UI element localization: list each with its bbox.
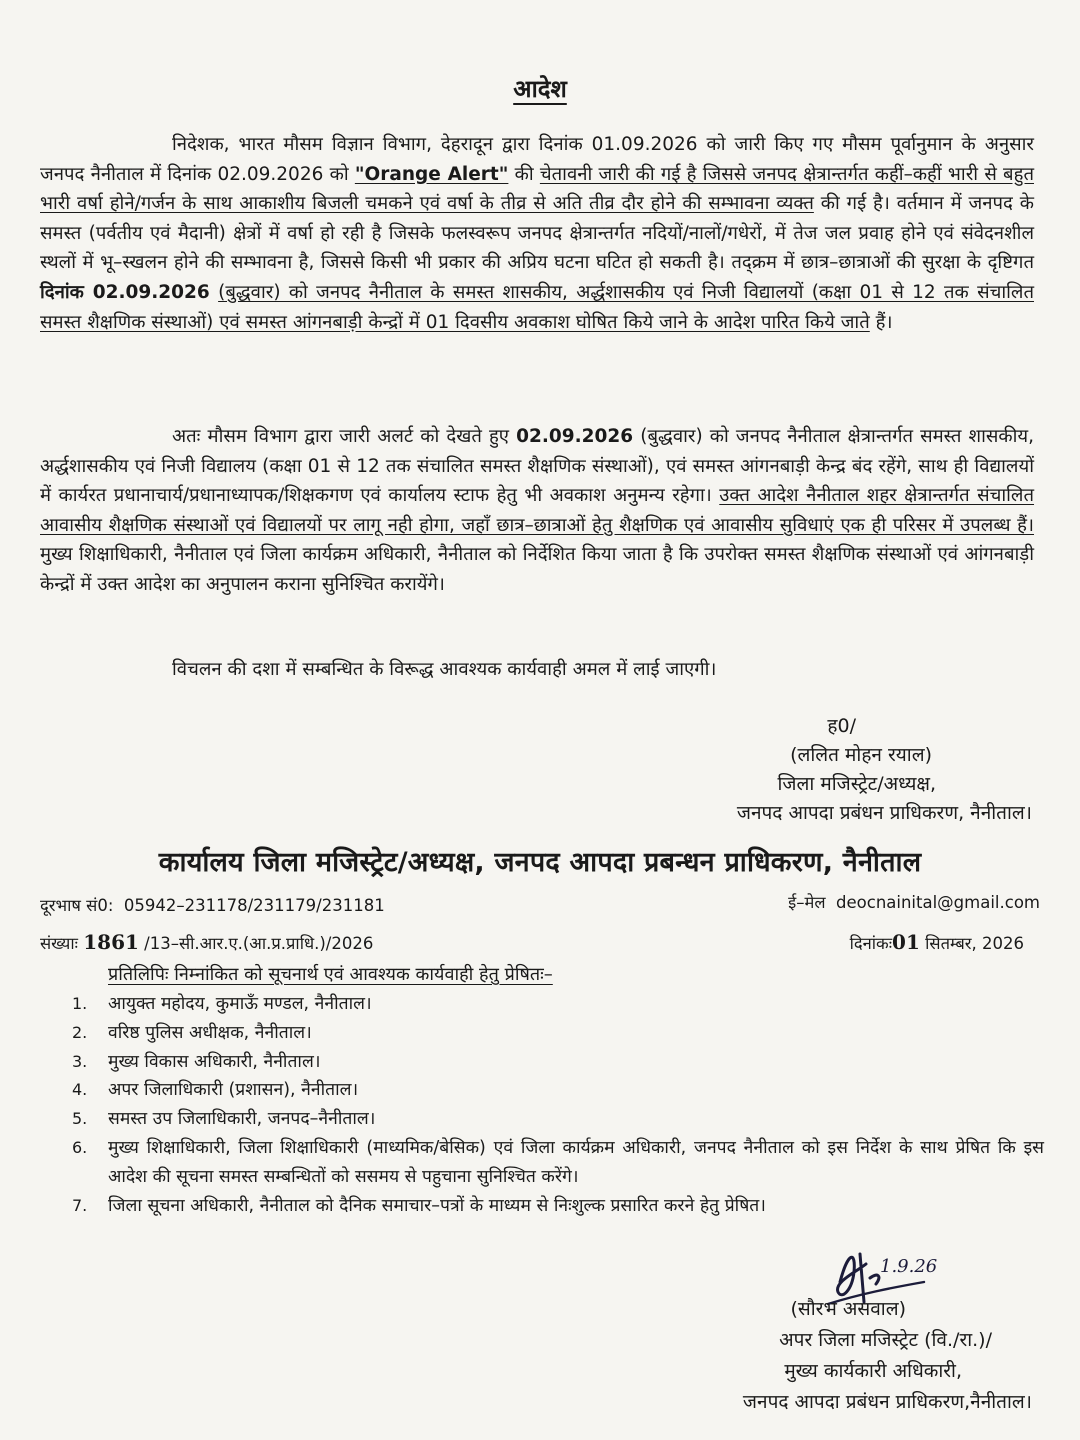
- list-item: 3. मुख्य विकास अधिकारी, नैनीताल।: [72, 1051, 321, 1072]
- list-item: 7. जिला सूचना अधिकारी, नैनीताल को दैनिक समाचार–पत्रों के माध्यम से निःशुल्क प्रसारित करने हेतु प्रेषित।: [72, 1195, 766, 1216]
- weather-warning-text: चेतावनी जारी की गई है जिससे जनपद क्षेत्रान्तर्गत कहीं–कहीं भारी से बहुत भारी वर्षा होने/गर्जन के साथ आकाशीय बिजली चमकने एवं वर्षा के तीव्र से अति तीव्र दौर होने की सम्भावना व्यक्त: [40, 163, 1034, 215]
- list-item: 2. वरिष्ठ पुलिस अधीक्षक, नैनीताल।: [72, 1022, 312, 1043]
- list-item: 4. अपर जिलाधिकारी (प्रशासन), नैनीताल।: [72, 1080, 359, 1101]
- signed-mark: ह0/: [827, 715, 856, 737]
- order-paragraph-2: अतः मौसम विभाग द्वारा जारी अलर्ट को देखते हुए 02.09.2026 (बुद्धवार) को जनपद नैनीताल क्षेत्रान्तर्गत समस्त शासकीय, अर्द्धशासकीय एवं निजी विद्यालय (कक्षा 01 से 12 तक संचालित समस्त शैक्षणिक संस्थाओं), एवं समस्त आंगनबाड़ी केन्द्र बंद रहेंगे, साथ ही विद्यालयों में कार्यरत प्रधानाचार्य/प्रधानाध्यापक/शिक्षकगण एवं कार्यालय स्टाफ हेतु भी अवकाश अनुमन्य रहेगा। उक्त आदेश नैनीताल शहर क्षेत्रान्तर्गत संचालित आवासीय शैक्षणिक संस्थाओं एवं विद्यालयों पर लागू नही होगा, जहाँ छात्र–छात्राओं हेतु शैक्षणिक एवं आवासीय सुविधाएं एक ही परिसर में उपलब्ध हैं। मुख्य शिक्षाधिकारी, नैनीताल एवं जिला कार्यक्रम अधिकारी, नैनीताल को निर्देशित किया जाता है कि उपरोक्त समस्त शैक्षणिक संस्थाओं एवं आंगनबाड़ी केन्द्रों में उक्त आदेश का अनुपालन कराना सुनिश्चित करायेंगे।: [40, 426, 1035, 595]
- list-item: 1. आयुक्त महोदय, कुमाऊँ मण्डल, नैनीताल।: [72, 994, 372, 1014]
- signature-date: 1.9.26: [880, 1256, 938, 1277]
- exception-clause: उक्त आदेश नैनीताल शहर क्षेत्रान्तर्गत संचालित आवासीय शैक्षणिक संस्थाओं एवं विद्यालयों पर लागू नही होगा, जहाँ छात्र–छात्राओं हेतु शैक्षणिक एवं आवासीय सुविधाएं एक ही परिसर में उपलब्ध हैं।: [40, 485, 1035, 536]
- signatory-name: (सौरभ असवाल): [790, 1298, 906, 1320]
- signatory-authority: जनपद आपदा प्रबंधन प्राधिकरण,नैनीताल।: [742, 1391, 1032, 1413]
- reference-number: संख्याः 1861 /13–सी.आर.ए.(आ.प्र.प्राधि.)/2026: [40, 930, 374, 954]
- copy-to-heading: प्रतिलिपिः निम्नांकित को सूचनार्थ एवं आवश्यक कार्यवाही हेतु प्रेषितः–: [108, 964, 553, 985]
- office-email: ई–मेल deocnainital@gmail.com: [788, 893, 1040, 912]
- office-heading: कार्यालय जिला मजिस्ट्रेट/अध्यक्ष, जनपद आपदा प्रबन्धन प्राधिकरण, नैनीताल: [158, 847, 922, 878]
- signatory-name: (ललित मोहन रयाल): [790, 744, 932, 766]
- signatory-block-dm: [737, 712, 1032, 828]
- signatory-designation: जिला मजिस्ट्रेट/अध्यक्ष,: [777, 773, 936, 795]
- signatory-block-adm: [743, 1294, 1032, 1418]
- closure-date: 02.09.2026: [516, 426, 634, 447]
- orange-alert-label: "Orange Alert": [354, 163, 509, 185]
- order-paragraph-1: निदेशक, भारत मौसम विज्ञान विभाग, देहरादून द्वारा दिनांक 01.09.2026 को जारी किए गए मौसम पूर्वानुमान के अनुसार जनपद नैनीताल में दिनांक 02.09.2026 को "Orange Alert" की चेतावनी जारी की गई है जिससे जनपद क्षेत्रान्तर्गत कहीं–कहीं भारी से बहुत भारी वर्षा होने/गर्जन के साथ आकाशीय बिजली चमकने एवं वर्षा के तीव्र से अति तीव्र दौर होने की सम्भावना व्यक्त की गई है। वर्तमान में जनपद के समस्त (पर्वतीय एवं मैदानी) क्षेत्रों में वर्षा हो रही है जिसके फलस्वरूप जनपद क्षेत्रान्तर्गत नदियों/नालों/गधेरों, में तेज जल प्रवाह होने एवं संवेदनशील स्थलों में भू–स्खलन होने की सम्भावना है, जिससे किसी भी प्रकार की अप्रिय घटना घटित हो सकती है। तद्क्रम में छात्र–छात्राओं की सुरक्षा के दृष्टिगत दिनांक 02.09.2026 (बुद्धवार) को जनपद नैनीताल के समस्त शासकीय, अर्द्धशासकीय एवं निजी विद्यालयों (कक्षा 01 से 12 तक संचालित समस्त शैक्षणिक संस्थाओं) एवं समस्त आंगनबाड़ी केन्द्रों में 01 दिवसीय अवकाश घोषित किये जाने के आदेश पारित किये जाते हैं।: [40, 134, 1034, 333]
- issue-date: दिनांकः01 सितम्बर, 2026: [849, 930, 1024, 954]
- handwritten-day: 01: [892, 930, 920, 954]
- handwritten-ref-number: 1861: [83, 930, 139, 954]
- signatory-role: मुख्य कार्यकारी अधिकारी,: [784, 1360, 962, 1382]
- order-title: आदेश: [513, 75, 567, 103]
- order-paragraph-3: विचलन की दशा में सम्बन्धित के विरूद्ध आवश्यक कार्यवाही अमल में लाई जाएगी।: [172, 659, 717, 680]
- signatory-authority: जनपद आपदा प्रबंधन प्राधिकरण, नैनीताल।: [736, 802, 1032, 824]
- email-link[interactable]: deocnainital@gmail.com: [836, 893, 1040, 912]
- holiday-decision-text: (बुद्धवार) को जनपद नैनीताल के समस्त शासकीय, अर्द्धशासकीय एवं निजी विद्यालयों (कक्षा 01 से 12 तक संचालित समस्त शैक्षणिक संस्थाओं) एवं समस्त आंगनबाड़ी केन्द्रों में 01 दिवसीय अवकाश घोषित किये जाने के आदेश पारित किये जाते: [40, 281, 1034, 333]
- holiday-date: दिनांक 02.09.2026: [40, 281, 210, 303]
- copy-to-list: [72, 990, 1044, 1220]
- office-phone: दूरभाष सं0: 05942–231178/231179/231181: [40, 896, 385, 915]
- list-item: 5. समस्त उप जिलाधिकारी, जनपद–नैनीताल।: [72, 1109, 376, 1130]
- list-item: 6. मुख्य शिक्षाधिकारी, जिला शिक्षाधिकारी (माध्यमिक/बेसिक) एवं जिला कार्यक्रम अधिकारी, जनपद नैनीताल को इस निर्देश के साथ प्रेषित कि इस आदेश की सूचना समस्त सम्बन्धितों को ससमय से पहुचाना सुनिश्चित करेंगे।: [72, 1137, 1044, 1187]
- signatory-designation: अपर जिला मजिस्ट्रेट (वि./रा.)/: [779, 1329, 992, 1351]
